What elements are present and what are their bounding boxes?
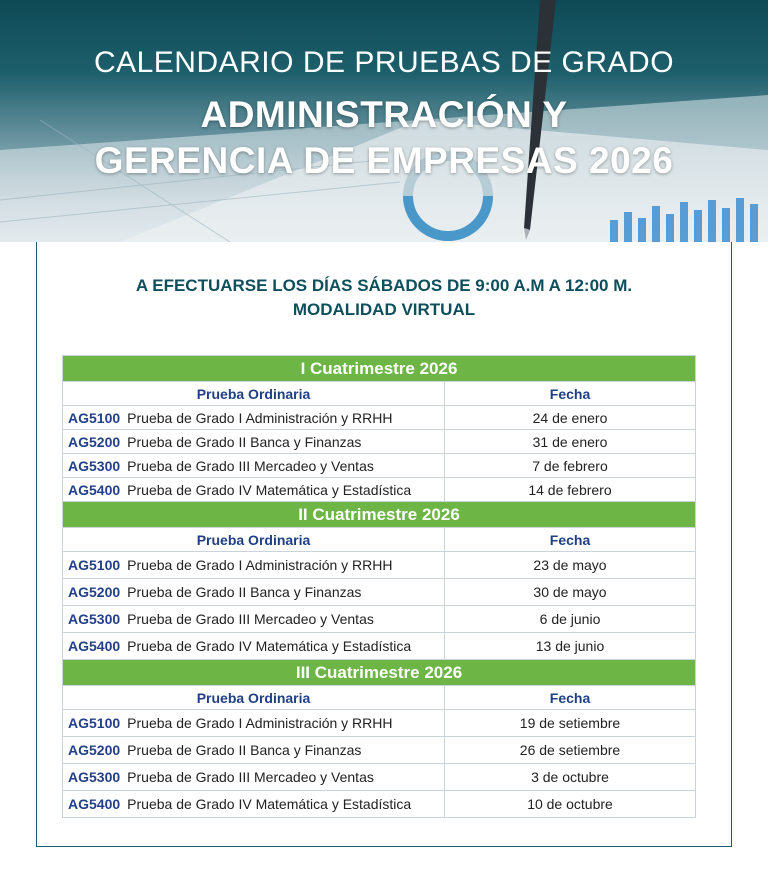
test-date: 30 de mayo	[445, 579, 696, 606]
test-date: 10 de octubre	[445, 791, 696, 818]
section-title: I Cuatrimestre 2026	[63, 356, 696, 382]
table-row	[63, 710, 696, 737]
course-code: AG5300	[68, 457, 121, 474]
column-header-row	[63, 382, 696, 406]
test-name: Prueba de Grado I Administración y RRHH	[127, 715, 393, 731]
section-header	[63, 356, 696, 382]
test-date: 13 de junio	[445, 633, 696, 660]
test-date: 23 de mayo	[445, 552, 696, 579]
column-header-test: Prueba Ordinaria	[63, 528, 445, 552]
column-header-row	[63, 528, 696, 552]
course-code: AG5200	[68, 584, 121, 600]
test-date: 3 de octubre	[445, 764, 696, 791]
table-row	[63, 791, 696, 818]
header-line-1: CALENDARIO DE PRUEBAS DE GRADO	[93, 46, 675, 79]
schedule-subtitle: A EFECTUARSE LOS DÍAS SÁBADOS DE 9:00 A.M A 12:00 M.	[135, 276, 633, 295]
test-name: Prueba de Grado IV Matemática y Estadística	[127, 796, 412, 812]
table-row	[63, 430, 696, 454]
course-code: AG5300	[68, 611, 121, 627]
column-header-row	[63, 686, 696, 710]
course-code: AG5300	[68, 769, 121, 785]
test-name: Prueba de Grado II Banca y Finanzas	[127, 742, 362, 758]
table-row	[63, 764, 696, 791]
test-date: 19 de setiembre	[445, 710, 696, 737]
section-header	[63, 502, 696, 528]
course-code: AG5400	[68, 638, 121, 654]
test-name: Prueba de Grado IV Matemática y Estadística	[127, 638, 412, 654]
table-row	[63, 579, 696, 606]
column-header-date: Fecha	[445, 528, 696, 552]
section-title: II Cuatrimestre 2026	[63, 502, 696, 528]
section-title: III Cuatrimestre 2026	[63, 660, 696, 686]
course-code: AG5200	[68, 433, 121, 450]
course-code: AG5100	[68, 715, 121, 731]
course-code: AG5400	[68, 481, 121, 498]
test-name: Prueba de Grado IV Matemática y Estadística	[127, 481, 412, 498]
test-date: 31 de enero	[445, 430, 696, 454]
header-line-3: GERENCIA DE EMPRESAS 2026	[94, 140, 674, 181]
table-row	[63, 633, 696, 660]
column-header-date: Fecha	[445, 686, 696, 710]
course-code: AG5100	[68, 409, 121, 426]
test-name: Prueba de Grado III Mercadeo y Ventas	[127, 611, 374, 627]
table-row	[63, 454, 696, 478]
course-code: AG5200	[68, 742, 121, 758]
test-name: Prueba de Grado II Banca y Finanzas	[127, 433, 362, 450]
test-date: 24 de enero	[445, 406, 696, 430]
test-name: Prueba de Grado I Administración y RRHH	[127, 409, 393, 426]
test-date: 7 de febrero	[445, 454, 696, 478]
test-name: Prueba de Grado III Mercadeo y Ventas	[127, 769, 374, 785]
header-banner	[0, 0, 768, 242]
table-row	[63, 478, 696, 502]
test-name: Prueba de Grado III Mercadeo y Ventas	[127, 457, 374, 474]
test-name: Prueba de Grado I Administración y RRHH	[127, 557, 393, 573]
test-name: Prueba de Grado II Banca y Finanzas	[127, 584, 362, 600]
table-row	[63, 552, 696, 579]
header-title	[0, 92, 768, 184]
column-header-test: Prueba Ordinaria	[63, 382, 445, 406]
test-date: 26 de setiembre	[445, 737, 696, 764]
section-header	[63, 660, 696, 686]
schedule-table	[62, 355, 696, 818]
table-row	[63, 606, 696, 633]
modality-subtitle: MODALIDAD VIRTUAL	[292, 300, 476, 319]
course-code: AG5100	[68, 557, 121, 573]
column-header-date: Fecha	[445, 382, 696, 406]
table-row	[63, 737, 696, 764]
table-row	[63, 406, 696, 430]
header-line-2: ADMINISTRACIÓN Y	[200, 94, 568, 135]
column-header-test: Prueba Ordinaria	[63, 686, 445, 710]
test-date: 14 de febrero	[445, 478, 696, 502]
test-date: 6 de junio	[445, 606, 696, 633]
course-code: AG5400	[68, 796, 121, 812]
